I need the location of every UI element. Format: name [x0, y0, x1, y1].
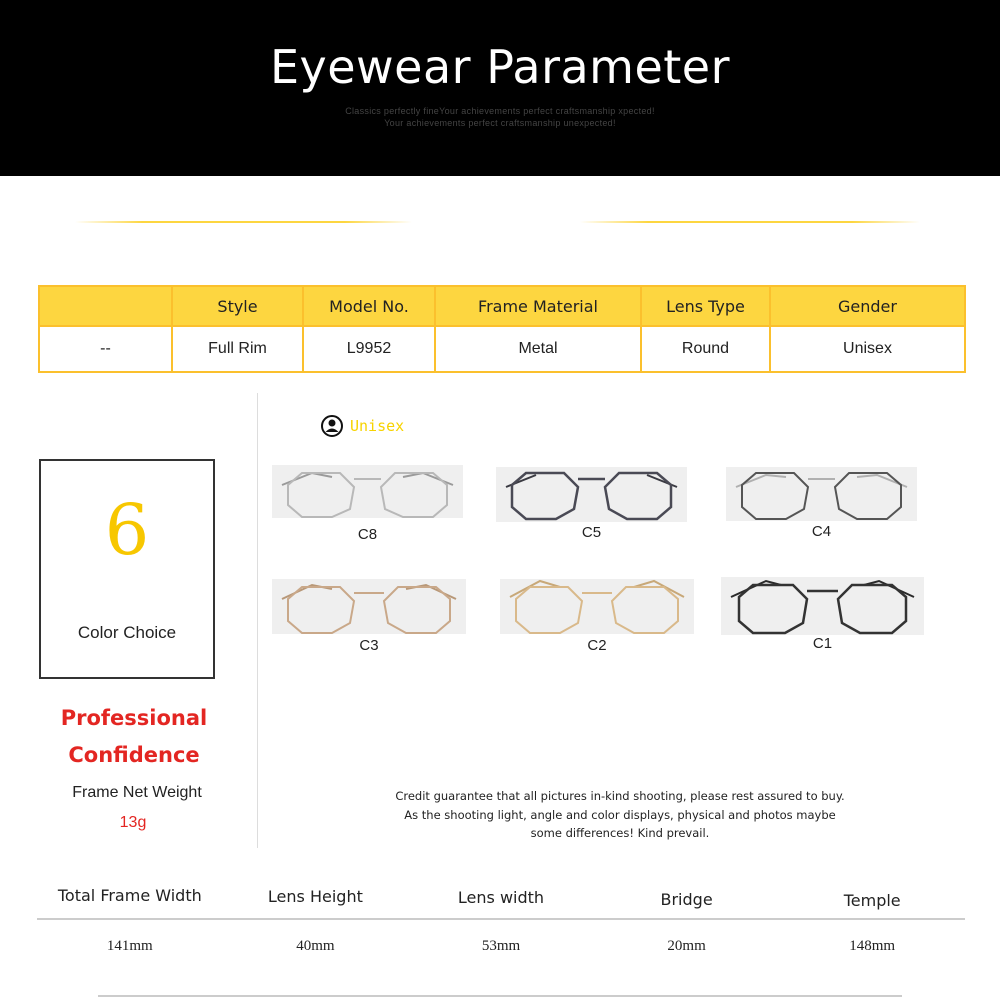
glasses-photo [496, 467, 687, 522]
spec-header-style: Style [172, 286, 303, 326]
header-banner [0, 0, 1000, 176]
glasses-photo [500, 579, 694, 634]
credit-line-3: some differences! Kind prevail. [530, 826, 710, 840]
spec-header-material: Frame Material [435, 286, 641, 326]
glasses-photo [272, 579, 466, 634]
color-choice-label: Color Choice [77, 623, 177, 642]
unisex-badge [320, 415, 404, 437]
dim-value-bridge: 20mm [667, 938, 706, 954]
spec-header-blank [39, 286, 172, 326]
divider-right [580, 221, 920, 223]
credit-line-1: Credit guarantee that all pictures in-kind shooting, please rest assured to buy. [395, 789, 845, 803]
weight-label: Frame Net Weight [72, 784, 202, 801]
spec-value-row [39, 326, 965, 372]
color-count: 6 [104, 489, 150, 571]
glasses-code: C5 [581, 524, 602, 541]
header-subtitle-2: Your achievements perfect craftsmanship unexpected! [384, 118, 616, 128]
vertical-divider [257, 393, 258, 848]
unisex-text: Unisex [350, 417, 405, 435]
professional-text: Professional [60, 706, 208, 730]
dimensions-header-row [37, 880, 965, 918]
divider-left [75, 221, 412, 223]
glasses-code: C1 [812, 635, 833, 652]
spec-table [38, 285, 966, 373]
dimensions-table [37, 880, 965, 955]
bottom-divider [98, 995, 902, 997]
spec-header-lens-type: Lens Type [641, 286, 770, 326]
dim-value-frame-width: 141mm [106, 938, 153, 954]
credit-line-2: As the shooting light, angle and color displays, physical and photos maybe [404, 808, 836, 822]
dim-header-frame-width: Total Frame Width [57, 886, 202, 905]
person-icon [320, 415, 344, 437]
header-subtitle-1: Classics perfectly fineYour achievements perfect craftsmanship xpected! [345, 106, 655, 116]
spec-value-material: Metal [435, 326, 641, 372]
spec-header-row [39, 286, 965, 326]
glasses-code: C8 [357, 526, 378, 543]
dim-value-lens-width: 53mm [481, 938, 521, 954]
dim-header-bridge: Bridge [660, 890, 713, 909]
glasses-photo [721, 577, 924, 635]
color-choice-box [39, 459, 215, 679]
dim-header-lens-height: Lens Height [267, 887, 363, 906]
glasses-code: C2 [587, 637, 607, 654]
spec-value-gender: Unisex [770, 326, 965, 372]
weight-value: 13g [119, 814, 147, 831]
spec-value-model: L9952 [303, 326, 435, 372]
dimensions-value-row [37, 920, 965, 955]
dim-value-lens-height: 40mm [296, 938, 335, 954]
glasses-code: C4 [811, 523, 832, 540]
glasses-code: C3 [359, 637, 379, 654]
spec-header-gender: Gender [770, 286, 965, 326]
page-title: Eyewear Parameter [269, 40, 731, 94]
glasses-photo [726, 467, 917, 521]
glasses-photo [272, 465, 463, 518]
dim-header-lens-width: Lens width [457, 888, 545, 907]
spec-value-style: Full Rim [172, 326, 303, 372]
spec-value-lens-type: Round [641, 326, 770, 372]
spec-value-blank: -- [39, 326, 172, 372]
spec-header-model: Model No. [303, 286, 435, 326]
dim-value-temple: 148mm [849, 938, 896, 954]
dim-header-temple: Temple [843, 891, 901, 910]
confidence-text: Confidence [68, 743, 200, 767]
